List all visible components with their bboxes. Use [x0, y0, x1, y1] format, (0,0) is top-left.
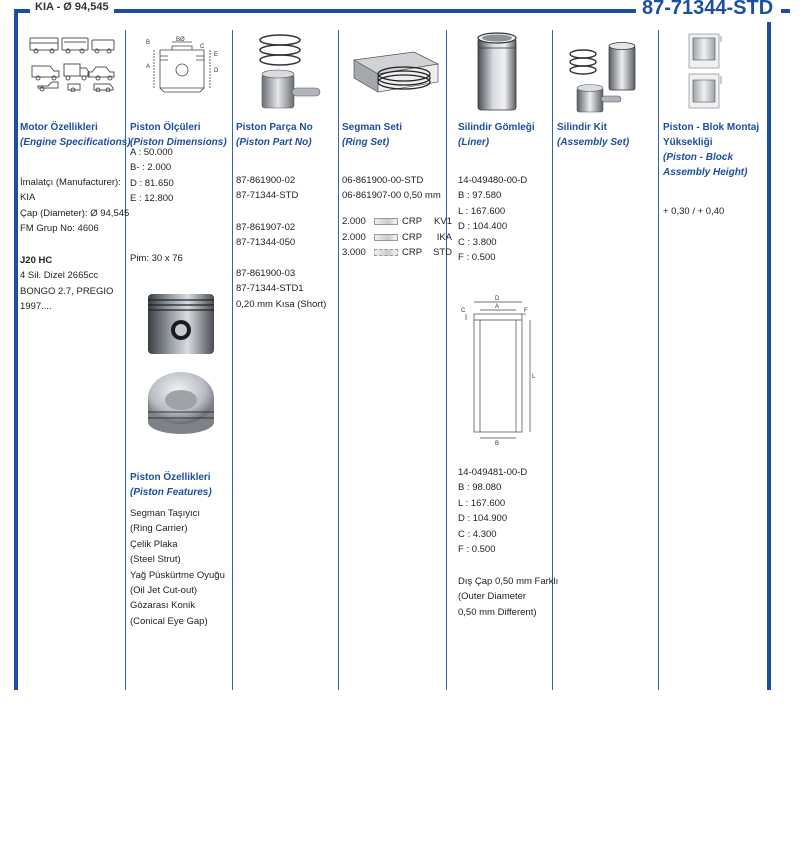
- piston-features-title-tr: Piston Özellikleri: [130, 472, 211, 483]
- manufacturer-value: KIA: [20, 192, 36, 204]
- piston-dimension-values: [130, 145, 174, 207]
- ring-type: KV1: [434, 216, 452, 228]
- ring-profile-icon: [374, 218, 398, 225]
- piston-dimensions-title-tr: Piston Ölçüleri: [130, 122, 201, 133]
- piston-features-list: [130, 506, 225, 629]
- liner-specs-1: [458, 173, 527, 265]
- pin-size: Pim: 30 x 76: [130, 253, 183, 264]
- piston-part-title-en: (Piston Part No): [236, 137, 312, 148]
- ring-width: 3.000: [342, 247, 366, 259]
- feature-item: (Conical Eye Gap): [130, 615, 208, 627]
- ring-set-title: [342, 120, 402, 150]
- brand-title: KIA - Ø 94,545: [30, 1, 114, 13]
- piston-part-title-tr: Piston Parça No: [236, 122, 313, 133]
- liner-dim-label: B: [495, 441, 500, 446]
- liner-part-number: 14-049480-00-D: [458, 175, 528, 186]
- column-divider: [338, 30, 339, 690]
- block-height-title-en: Assembly Height): [663, 167, 748, 178]
- column-divider: [658, 30, 659, 690]
- part-number: 87-861907-02: [236, 222, 296, 233]
- liner-title-en: (Liner): [458, 137, 490, 148]
- ring-set-title-en: (Ring Set): [342, 137, 390, 148]
- ring-row: [342, 245, 452, 261]
- assembly-title-tr: Silindir Kit: [557, 122, 607, 133]
- feature-item: Segman Taşıyıcı: [130, 508, 201, 519]
- ring-type: IKA: [436, 231, 452, 243]
- dim-label: B: [146, 40, 151, 46]
- ring-set-parts: [342, 173, 441, 204]
- block-height-title: [663, 120, 759, 180]
- engine-description: 4 Sil. Dizel 2665cc: [20, 270, 99, 282]
- block-height-title-en: (Piston - Block: [663, 152, 734, 163]
- assembly-title: [557, 120, 629, 150]
- dim-value: D : 81.650: [130, 177, 174, 189]
- piston-dimension-diagram: [144, 36, 224, 94]
- engine-models: BONGO 2.7, PREGIO: [20, 285, 114, 297]
- ring-part-number: 06-861900-00-STD: [342, 175, 424, 186]
- part-number: 87-71344-STD1: [236, 283, 304, 295]
- manufacturer-label: İmalatçı (Manufacturer):: [20, 177, 121, 188]
- feature-item: (Ring Carrier): [130, 523, 188, 535]
- engine-years: 1997....: [20, 301, 52, 313]
- ring-profile-icon: [374, 234, 398, 241]
- liner-note-line: 0,50 mm Different): [458, 606, 537, 618]
- liner-spec: F : 0.500: [458, 252, 496, 264]
- block-height-diagram: [685, 32, 735, 112]
- ring-material: CRP: [402, 247, 423, 259]
- ring-profile-icon: [374, 249, 398, 256]
- part-number: 87-71344-STD: [236, 190, 299, 202]
- vehicles-icon: [28, 34, 118, 92]
- liner-image: [472, 32, 522, 114]
- ring-part-number: 06-861907-00 0,50 mm: [342, 190, 441, 202]
- part-number: 87-861900-03: [236, 268, 296, 279]
- part-number-title: 87-71344-STD: [636, 0, 781, 20]
- piston-dimensions-title-en: (Piston Dimensions): [130, 137, 227, 148]
- liner-dim-label: D: [495, 296, 500, 302]
- engine-title-en: (Engine Specifications): [20, 137, 131, 148]
- ring-set-title-tr: Segman Seti: [342, 122, 403, 133]
- ring-set-image: [350, 50, 442, 96]
- dim-value: E : 12.800: [130, 193, 174, 205]
- engine-info: [20, 253, 113, 315]
- piston-features-title: [130, 470, 212, 500]
- liner-dim-label: C: [461, 308, 466, 314]
- piston-part-group-2: [236, 220, 295, 251]
- liner-note-line: Dış Çap 0,50 mm Farklı: [458, 576, 559, 587]
- dim-label: BØ: [176, 37, 185, 43]
- liner-dim-label: A: [495, 304, 500, 310]
- dim-label: A: [146, 64, 151, 70]
- fm-group: FM Grup No: 4606: [20, 223, 99, 235]
- part-number: 87-71344-050: [236, 237, 296, 249]
- piston-top-image: [144, 368, 218, 438]
- piston-part-group-3: [236, 266, 326, 312]
- ring-type: STD: [433, 247, 452, 259]
- piston-part-title: [236, 120, 313, 150]
- liner-part-number: 14-049481-00-D: [458, 467, 528, 478]
- liner-spec: B : 98.080: [458, 482, 502, 494]
- frame-right: [767, 22, 771, 690]
- frame-left: [14, 9, 18, 690]
- engine-code: J20 HC: [20, 255, 53, 266]
- liner-spec: L : 167.600: [458, 205, 506, 217]
- engine-specs: [20, 175, 129, 237]
- dim-label: C: [200, 44, 205, 50]
- engine-title-tr: Motor Özellikleri: [20, 122, 98, 133]
- liner-spec: L : 167.600: [458, 497, 506, 509]
- liner-note-line: (Outer Diameter: [458, 591, 527, 603]
- block-height-title-line: Yüksekliği: [663, 137, 713, 148]
- feature-item: (Oil Jet Cut-out): [130, 585, 198, 597]
- engine-diameter: Çap (Diameter): Ø 94,545: [20, 207, 130, 219]
- liner-spec: F : 0.500: [458, 544, 496, 556]
- ring-row: [342, 214, 452, 230]
- dim-value: B- : 2.000: [130, 162, 172, 174]
- part-note: 0,20 mm Kısa (Short): [236, 298, 327, 310]
- ring-table: [342, 214, 452, 261]
- piston-features-title-en: (Piston Features): [130, 487, 212, 498]
- part-number: 87-861900-02: [236, 175, 296, 186]
- feature-item: Yağ Püskürtme Oyuğu: [130, 569, 225, 581]
- liner-dimension-diagram: [460, 294, 538, 446]
- liner-note: [458, 574, 558, 620]
- liner-title-tr: Silindir Gömleği: [458, 122, 535, 133]
- header-rule-end: [780, 9, 790, 13]
- dim-value: A : 50.000: [130, 147, 173, 158]
- liner-dim-label: L: [532, 374, 536, 380]
- block-height-title-line: Piston - Blok Montaj: [663, 122, 760, 133]
- assembly-title-en: (Assembly Set): [557, 137, 630, 148]
- liner-spec: C : 4.300: [458, 528, 497, 540]
- liner-title: [458, 120, 535, 150]
- feature-item: Gözarası Konik: [130, 600, 195, 612]
- piston-part-group-1: [236, 173, 298, 204]
- assembly-set-image: [565, 36, 647, 118]
- ring-width: 2.000: [342, 216, 366, 228]
- liner-spec: D : 104.900: [458, 513, 508, 525]
- liner-dim-label: F: [524, 308, 528, 314]
- column-divider: [232, 30, 233, 690]
- feature-item: Çelik Plaka: [130, 538, 178, 550]
- dim-label: D: [214, 68, 219, 74]
- block-height-value: + 0,30 / + 0,40: [663, 206, 725, 217]
- liner-spec: B : 97.580: [458, 190, 502, 202]
- column-divider: [446, 30, 447, 690]
- liner-spec: C : 3.800: [458, 236, 497, 248]
- engine-title: [20, 120, 131, 150]
- ring-row: [342, 230, 452, 246]
- liner-specs-2: [458, 465, 527, 557]
- ring-material: CRP: [402, 231, 423, 243]
- ring-material: CRP: [402, 216, 423, 228]
- ring-width: 2.000: [342, 231, 366, 243]
- piston-side-image: [146, 292, 216, 356]
- piston-rings-pin-image: [254, 30, 326, 114]
- liner-spec: D : 104.400: [458, 221, 508, 233]
- dim-label: E: [214, 52, 219, 58]
- feature-item: (Steel Strut): [130, 554, 181, 566]
